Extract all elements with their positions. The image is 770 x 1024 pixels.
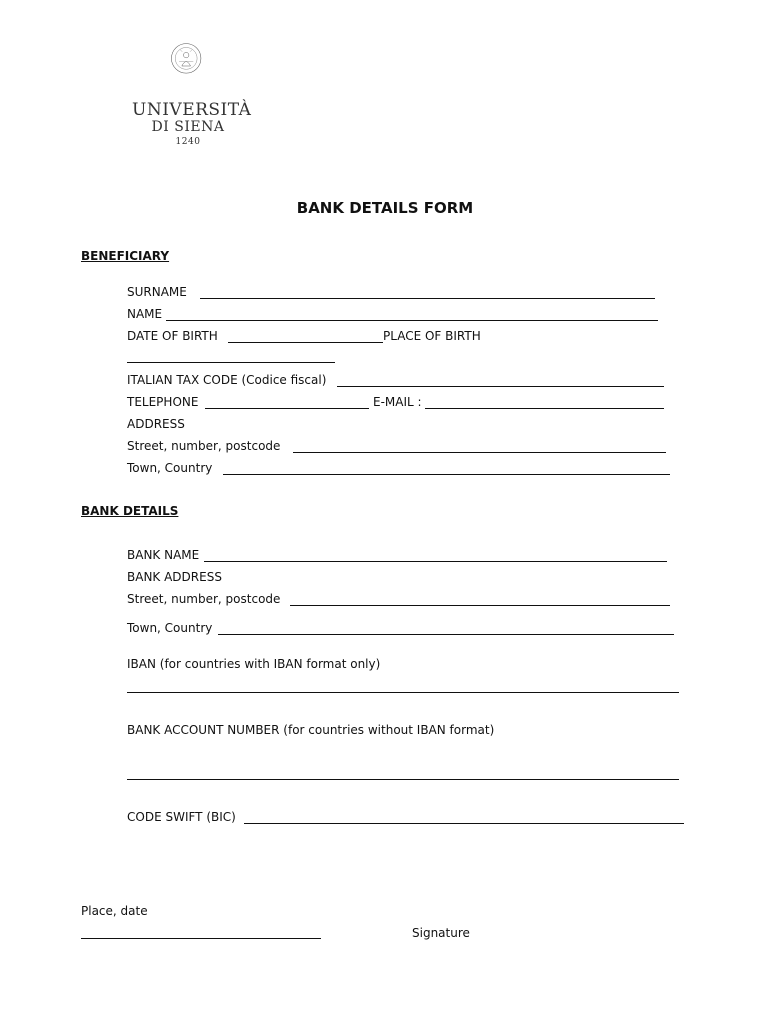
email-label: E-MAIL : <box>373 395 422 409</box>
bank-street-label: Street, number, postcode <box>127 592 281 606</box>
form-title: BANK DETAILS FORM <box>296 199 474 217</box>
date-of-birth-field[interactable] <box>228 342 383 343</box>
iban-label: IBAN (for countries with IBAN format only) <box>127 657 381 671</box>
tax-code-label: ITALIAN TAX CODE (Codice fiscal) <box>127 373 327 387</box>
place-date-field[interactable] <box>81 938 321 939</box>
swift-field[interactable] <box>244 823 684 824</box>
name-field[interactable] <box>166 320 658 321</box>
bank-address-label: BANK ADDRESS <box>127 570 222 584</box>
telephone-label: TELEPHONE <box>127 395 199 409</box>
name-label: NAME <box>127 307 163 321</box>
telephone-field[interactable] <box>205 408 369 409</box>
surname-field[interactable] <box>200 298 655 299</box>
date-of-birth-label: DATE OF BIRTH <box>127 329 218 343</box>
university-name-line1: UNIVERSITÀ <box>132 100 252 120</box>
place-date-label: Place, date <box>81 904 148 918</box>
town-country-field[interactable] <box>223 474 670 475</box>
street-field[interactable] <box>293 452 666 453</box>
town-country-label: Town, Country <box>127 461 213 475</box>
university-seal-logo <box>130 42 250 102</box>
bank-name-label: BANK NAME <box>127 548 200 562</box>
place-of-birth-field[interactable] <box>127 362 335 363</box>
account-number-field[interactable] <box>127 779 679 780</box>
address-label: ADDRESS <box>127 417 185 431</box>
university-name-line2: DI SIENA <box>151 119 225 135</box>
university-founded-year: 1240 <box>175 137 201 147</box>
surname-label: SURNAME <box>127 285 187 299</box>
bank-street-field[interactable] <box>290 605 670 606</box>
tax-code-field[interactable] <box>337 386 664 387</box>
swift-label: CODE SWIFT (BIC) <box>127 810 236 824</box>
bank-town-country-label: Town, Country <box>127 621 213 635</box>
bank-town-country-field[interactable] <box>218 634 674 635</box>
bank-details-heading: BANK DETAILS <box>81 504 179 518</box>
account-number-label: BANK ACCOUNT NUMBER (for countries without IBAN format) <box>127 723 495 737</box>
email-field[interactable] <box>425 408 664 409</box>
signature-label: Signature <box>412 926 470 940</box>
beneficiary-heading: BENEFICIARY <box>81 249 170 263</box>
iban-field[interactable] <box>127 692 679 693</box>
bank-name-field[interactable] <box>204 561 667 562</box>
place-of-birth-label: PLACE OF BIRTH <box>383 329 481 343</box>
street-label: Street, number, postcode <box>127 439 281 453</box>
